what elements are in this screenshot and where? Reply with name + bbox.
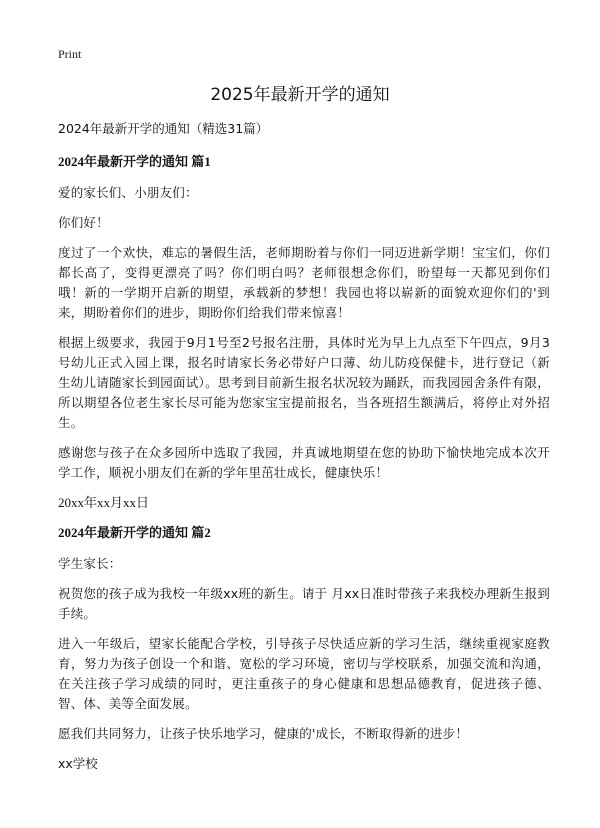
document-subtitle: 2024年最新开学的通知（精选31篇）: [58, 121, 269, 136]
body-paragraph: 进入一年级后，望家长能配合学校，引导孩子尽快适应新的学习生活，继续重视家庭教育，努力为孩子创设一个和谐、宽松的学习环境，密切与学校联系，加强交流和沟通，在关注孩子学习成绩的同时，更注重孩子的身心健康和思想品德教育，促进孩子德、智、体、美等全面发展。: [58, 636, 550, 711]
date-line: 20xx年xx月xx日: [58, 495, 150, 510]
body-paragraph: 祝贺您的孩子成为我校一年级xx班的新生。请于 月xx日准时带孩子来我校办理新生报到手续。: [58, 586, 550, 621]
body-paragraph: 感谢您与孩子在众多园所中选取了我园，并真诚地期望在您的协助下愉快地完成本次开学工作，顺祝小朋友们在新的学年里茁壮成长，健康快乐！: [58, 445, 550, 480]
document-body: [58, 119, 550, 774]
section-1: [58, 152, 550, 513]
signature-line: xx学校: [58, 756, 98, 771]
greeting-line: 爱的家长们、小朋友们：: [58, 185, 198, 200]
body-paragraph: 愿我们共同努力，让孩子快乐地学习，健康的'成长，不断取得新的进步！: [58, 726, 469, 741]
salutation-line: 你们好！: [58, 215, 109, 230]
body-paragraph: 根据上级要求，我园于9月1号至2号报名注册，具体时光为早上九点至下午四点，9月3号幼儿正式入园上课，报名时请家长务必带好户口薄、幼儿防疫保健卡，进行登记（新生幼儿请随家长到园面试）。思考到目前新生报名状况较为踊跃，而我园园舍条件有限，所以期望各位老生家长尽可能为您家宝宝提前报名，当各班招生额满后，将停止对外招生。: [58, 335, 550, 430]
section-heading: 2024年最新开学的通知 篇2: [58, 525, 211, 540]
section-2: [58, 523, 550, 774]
document-title: 2025年最新开学的通知: [210, 85, 390, 105]
print-label: Print: [58, 47, 82, 61]
greeting-line: 学生家长：: [58, 556, 122, 571]
section-heading: 2024年最新开学的通知 篇1: [58, 154, 211, 169]
body-paragraph: 度过了一个欢快，难忘的暑假生活，老师期盼着与你们一同迈进新学期！宝宝们，你们都长高了，变得更漂亮了吗？你们明白吗？老师很想念你们，盼望每一天都见到你们哦！新的一学期开启新的期望，承载新的梦想！我园也将以崭新的面貌欢迎你们的'到来，期盼着你们的进步，期盼你们给我们带来惊喜！: [58, 245, 550, 320]
